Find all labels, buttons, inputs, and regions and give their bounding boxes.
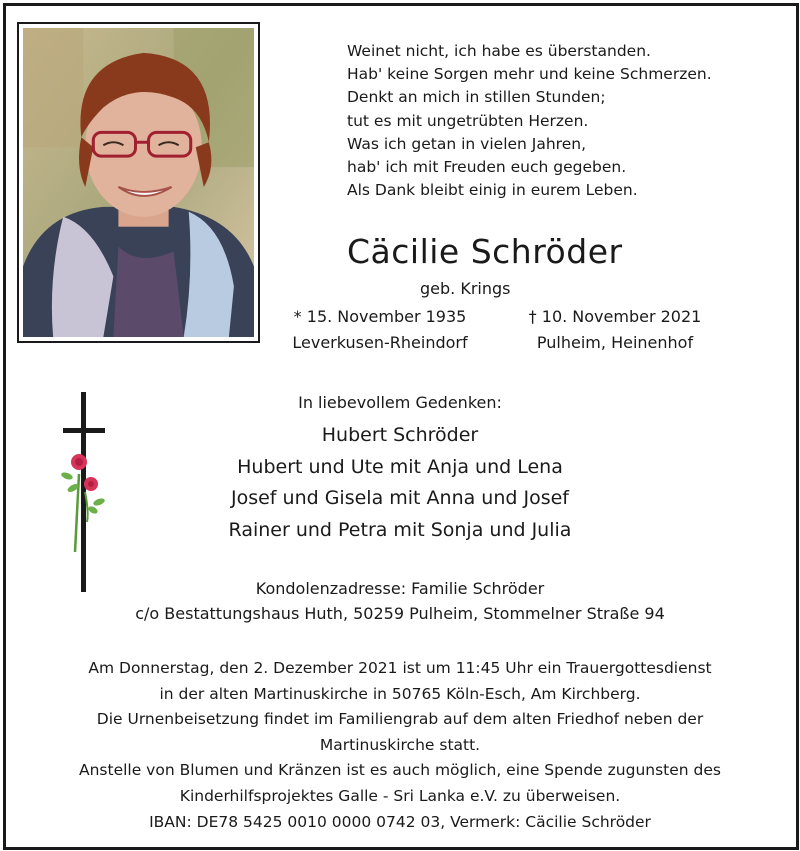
- mourners-list: [150, 420, 650, 546]
- cross-with-rose: [55, 392, 115, 597]
- poem-line: Was ich getan in vielen Jahren,: [347, 134, 586, 153]
- poem-line: hab' ich mit Freuden euch gegeben.: [347, 158, 627, 177]
- birth-name: geb. Krings: [420, 279, 511, 298]
- mourner-name: Hubert Schröder: [321, 424, 479, 446]
- notice-line: Martinuskirche statt.: [319, 735, 481, 754]
- mourner-name: Rainer und Petra mit Sonja und Julia: [228, 518, 572, 541]
- notice-line: Die Urnenbeisetzung findet im Familiengrab auf dem alten Friedhof neben der: [96, 710, 704, 729]
- death-place: Pulheim, Heinenhof: [536, 333, 694, 352]
- deceased-name: Cäcilie Schröder: [347, 232, 623, 271]
- condolence-line: Kondolenzadresse: Familie Schröder: [255, 579, 545, 598]
- poem-line: Denkt an mich in stillen Stunden;: [347, 88, 606, 107]
- death-date: † 10. November 2021: [528, 307, 702, 326]
- notice-line: in der alten Martinuskirche in 50765 Köln-Esch, Am Kirchberg.: [159, 684, 641, 703]
- poem-line: Hab' keine Sorgen mehr und keine Schmerzen.: [347, 65, 712, 84]
- poem-line: Weinet nicht, ich habe es überstanden.: [347, 42, 651, 60]
- notice-line: Anstelle von Blumen und Kränzen ist es auch möglich, eine Spende zugunsten des: [78, 761, 721, 780]
- mourners-intro: In liebevollem Gedenken:: [298, 393, 502, 412]
- poem: [347, 40, 712, 202]
- poem-line: Als Dank bleibt einig in eurem Leben.: [347, 181, 638, 200]
- condolence-address: [100, 576, 700, 626]
- mourner-name: Josef und Gisela mit Anna und Josef: [230, 487, 569, 509]
- poem-line: tut es mit ungetrübten Herzen.: [347, 111, 589, 130]
- birth-info: [285, 304, 475, 356]
- notice-line: IBAN: DE78 5425 0010 0000 0742 03, Vermerk: Cäcilie Schröder: [149, 812, 651, 831]
- cross-icon: [63, 392, 105, 592]
- death-info: [520, 304, 710, 356]
- portrait-photo: [17, 22, 260, 343]
- notice-line: Am Donnerstag, den 2. Dezember 2021 ist um 11:45 Uhr ein Trauergottesdienst: [88, 659, 712, 677]
- mourner-name: Hubert und Ute mit Anja und Lena: [237, 455, 563, 478]
- birth-place: Leverkusen-Rheindorf: [292, 333, 468, 352]
- birth-date: * 15. November 1935: [293, 307, 467, 326]
- condolence-line: c/o Bestattungshaus Huth, 50259 Pulheim, Stommelner Straße 94: [135, 604, 665, 623]
- portrait-image: [23, 28, 254, 337]
- service-notice: [30, 656, 770, 835]
- notice-line: Kinderhilfsprojektes Galle - Sri Lanka e.V. zu überweisen.: [179, 786, 621, 805]
